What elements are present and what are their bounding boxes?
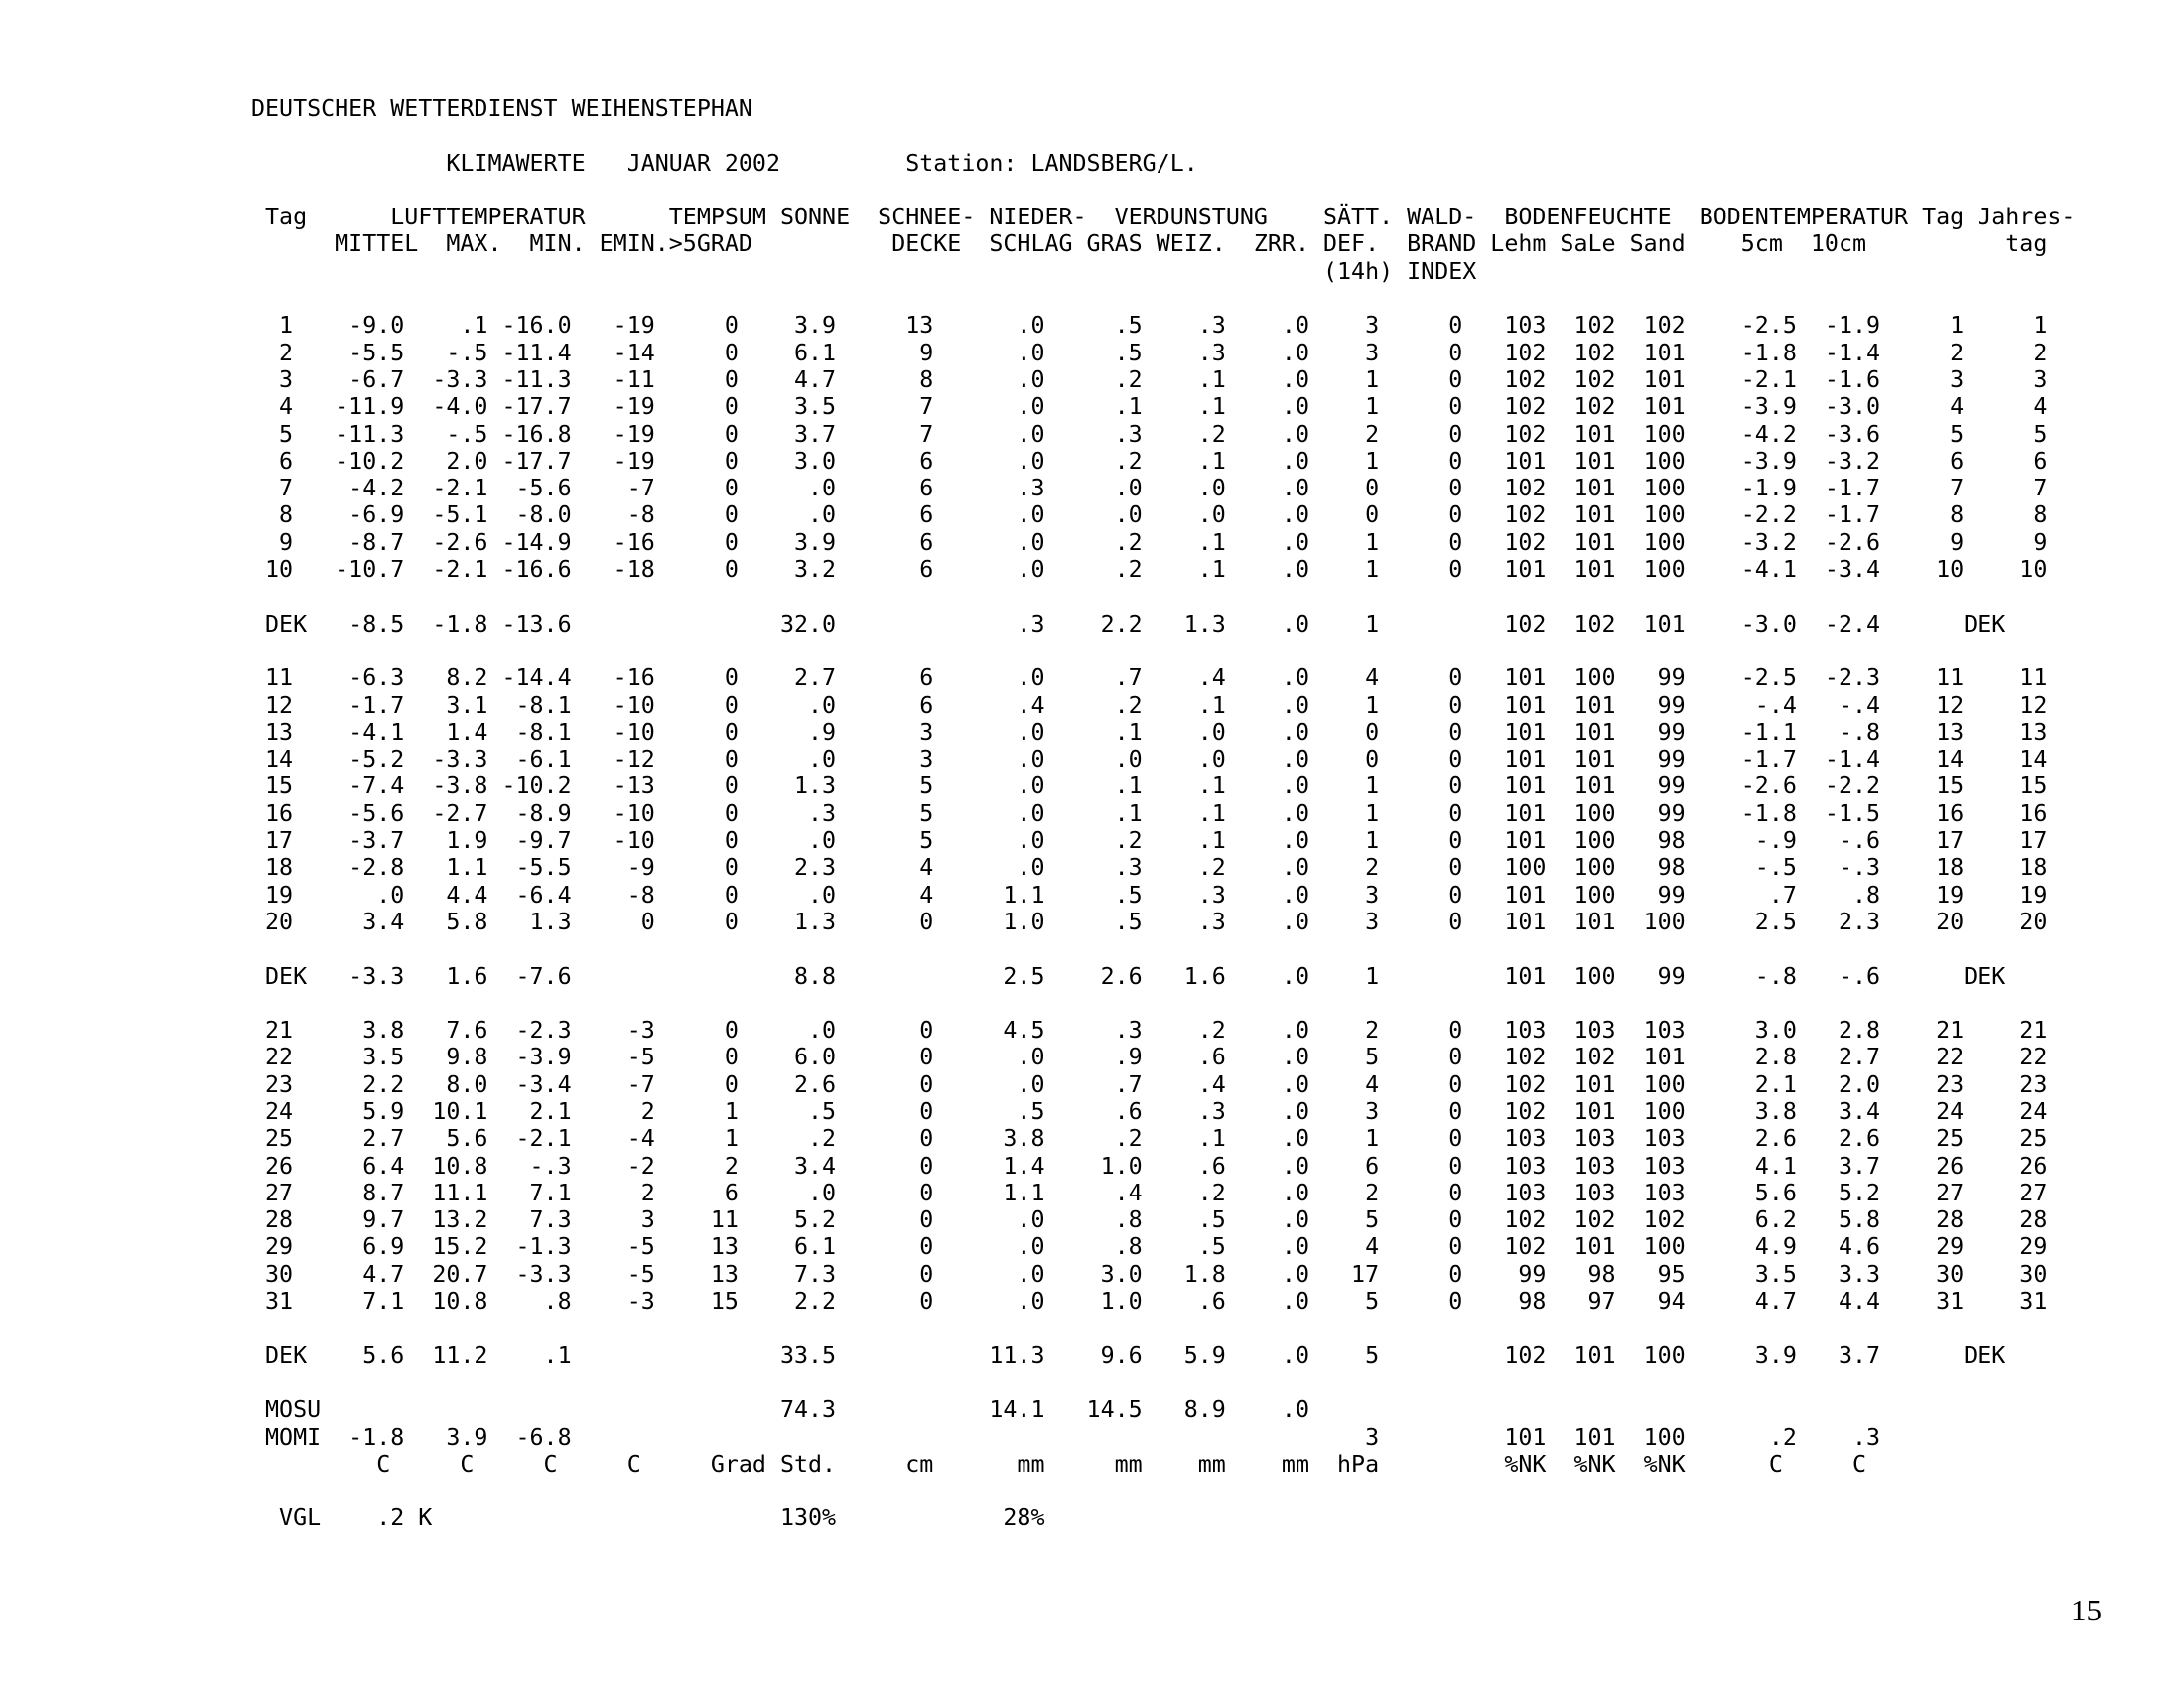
day-row-23: 23 2.2 8.0 -3.4 -7 0 2.6 0 .0 .7 .4 .0 4 0 102 101 100 2.1 2.0 23 23 xyxy=(251,1070,2076,1098)
day-row-10: 10 -10.7 -2.1 -16.6 -18 0 3.2 6 .0 .2 .1 .0 1 0 101 101 100 -4.1 -3.4 10 10 xyxy=(251,556,2076,584)
day-row-5: 5 -11.3 -.5 -16.8 -19 0 3.7 7 .0 .3 .2 .0 2 0 102 101 100 -4.2 -3.6 5 5 xyxy=(251,420,2076,448)
table-header-row-1: Tag LUFTTEMPERATUR TEMPSUM SONNE SCHNEE- NIEDER- VERDUNSTUNG SÄTT. WALD- BODENFEUCHTE BODENTEMPERATUR Tag Jahres- xyxy=(251,204,2076,231)
day-row-14: 14 -5.2 -3.3 -6.1 -12 0 .0 3 .0 .0 .0 .0 0 0 101 101 99 -1.7 -1.4 14 14 xyxy=(251,746,2076,774)
page-number: 15 xyxy=(2071,1593,2102,1627)
day-row-8: 8 -6.9 -5.1 -8.0 -8 0 .0 6 .0 .0 .0 .0 0 0 102 101 100 -2.2 -1.7 8 8 xyxy=(251,501,2076,529)
day-row-28: 28 9.7 13.2 7.3 3 11 5.2 0 .0 .8 .5 .0 5 0 102 102 102 6.2 5.8 28 28 xyxy=(251,1206,2076,1234)
day-row-22: 22 3.5 9.8 -3.9 -5 0 6.0 0 .0 .9 .6 .0 5 0 102 102 101 2.8 2.7 22 22 xyxy=(251,1044,2076,1071)
day-row-11: 11 -6.3 8.2 -14.4 -16 0 2.7 6 .0 .7 .4 .0 4 0 101 100 99 -2.5 -2.3 11 11 xyxy=(251,664,2076,692)
day-row-21: 21 3.8 7.6 -2.3 -3 0 .0 0 4.5 .3 .2 .0 2 0 103 103 103 3.0 2.8 21 21 xyxy=(251,1017,2076,1045)
day-row-17: 17 -3.7 1.9 -9.7 -10 0 .0 5 .0 .2 .1 .0 1 0 101 100 98 -.9 -.6 17 17 xyxy=(251,827,2076,855)
day-row-27: 27 8.7 11.1 7.1 2 6 .0 0 1.1 .4 .2 .0 2 0 103 103 103 5.6 5.2 27 27 xyxy=(251,1179,2076,1206)
day-row-15: 15 -7.4 -3.8 -10.2 -13 0 1.3 5 .0 .1 .1 .0 1 0 101 101 99 -2.6 -2.2 15 15 xyxy=(251,773,2076,800)
day-row-12: 12 -1.7 3.1 -8.1 -10 0 .0 6 .4 .2 .1 .0 1 0 101 101 99 -.4 -.4 12 12 xyxy=(251,691,2076,719)
dekade-summary-row: DEK -8.5 -1.8 -13.6 32.0 .3 2.2 1.3 .0 1 102 102 101 -3.0 -2.4 DEK xyxy=(251,610,2076,637)
day-row-18: 18 -2.8 1.1 -5.5 -9 0 2.3 4 .0 .3 .2 .0 2 0 100 100 98 -.5 -.3 18 18 xyxy=(251,854,2076,882)
report-title-line: KLIMAWERTE JANUAR 2002 Station: LANDSBERG/L. xyxy=(251,149,2076,177)
agency-line: DEUTSCHER WETTERDIENST WEIHENSTEPHAN xyxy=(251,95,2076,122)
day-row-16: 16 -5.6 -2.7 -8.9 -10 0 .3 5 .0 .1 .1 .0 1 0 101 100 99 -1.8 -1.5 16 16 xyxy=(251,799,2076,827)
day-row-29: 29 6.9 15.2 -1.3 -5 13 6.1 0 .0 .8 .5 .0 4 0 102 101 100 4.9 4.6 29 29 xyxy=(251,1233,2076,1261)
day-row-9: 9 -8.7 -2.6 -14.9 -16 0 3.9 6 .0 .2 .1 .0 1 0 102 101 100 -3.2 -2.6 9 9 xyxy=(251,528,2076,556)
dekade-summary-row: DEK -3.3 1.6 -7.6 8.8 2.5 2.6 1.6 .0 1 101 100 99 -.8 -.6 DEK xyxy=(251,962,2076,990)
units-row: C C C C Grad Std. cm mm mm mm mm hPa %NK %NK %NK C C xyxy=(251,1450,2076,1477)
day-row-13: 13 -4.1 1.4 -8.1 -10 0 .9 3 .0 .1 .0 .0 0 0 101 101 99 -1.1 -.8 13 13 xyxy=(251,718,2076,746)
month-mean-row: MOMI -1.8 3.9 -6.8 3 101 101 100 .2 .3 xyxy=(251,1423,2076,1451)
day-row-31: 31 7.1 10.8 .8 -3 15 2.2 0 .0 1.0 .6 .0 5 0 98 97 94 4.7 4.4 31 31 xyxy=(251,1288,2076,1316)
table-header-row-2: MITTEL MAX. MIN. EMIN.>5GRAD DECKE SCHLAG GRAS WEIZ. ZRR. DEF. BRAND Lehm SaLe Sand 5cm 10cm tag xyxy=(251,230,2076,258)
dekade-summary-row: DEK 5.6 11.2 .1 33.5 11.3 9.6 5.9 .0 5 102 101 100 3.9 3.7 DEK xyxy=(251,1341,2076,1369)
month-sum-row: MOSU 74.3 14.1 14.5 8.9 .0 xyxy=(251,1396,2076,1424)
day-row-26: 26 6.4 10.8 -.3 -2 2 3.4 0 1.4 1.0 .6 .0 6 0 103 103 103 4.1 3.7 26 26 xyxy=(251,1152,2076,1180)
day-row-2: 2 -5.5 -.5 -11.4 -14 0 6.1 9 .0 .5 .3 .0 3 0 102 102 101 -1.8 -1.4 2 2 xyxy=(251,339,2076,366)
klimawerte-data-sheet xyxy=(251,95,2075,1532)
day-row-19: 19 .0 4.4 -6.4 -8 0 .0 4 1.1 .5 .3 .0 3 0 101 100 99 .7 .8 19 19 xyxy=(251,881,2076,909)
day-row-20: 20 3.4 5.8 1.3 0 0 1.3 0 1.0 .5 .3 .0 3 0 101 101 100 2.5 2.3 20 20 xyxy=(251,908,2076,935)
day-row-1: 1 -9.0 .1 -16.0 -19 0 3.9 13 .0 .5 .3 .0 3 0 103 102 102 -2.5 -1.9 1 1 xyxy=(251,312,2076,340)
day-row-6: 6 -10.2 2.0 -17.7 -19 0 3.0 6 .0 .2 .1 .0 1 0 101 101 100 -3.9 -3.2 6 6 xyxy=(251,447,2076,475)
table-header-row-3: (14h) INDEX xyxy=(251,257,2076,285)
day-row-3: 3 -6.7 -3.3 -11.3 -11 0 4.7 8 .0 .2 .1 .0 1 0 102 102 101 -2.1 -1.6 3 3 xyxy=(251,365,2076,393)
day-row-4: 4 -11.9 -4.0 -17.7 -19 0 3.5 7 .0 .1 .1 .0 1 0 102 102 101 -3.9 -3.0 4 4 xyxy=(251,393,2076,421)
day-row-25: 25 2.7 5.6 -2.1 -4 1 .2 0 3.8 .2 .1 .0 1 0 103 103 103 2.6 2.6 25 25 xyxy=(251,1125,2076,1153)
day-row-24: 24 5.9 10.1 2.1 2 1 .5 0 .5 .6 .3 .0 3 0 102 101 100 3.8 3.4 24 24 xyxy=(251,1097,2076,1125)
day-row-7: 7 -4.2 -2.1 -5.6 -7 0 .0 6 .3 .0 .0 .0 0 0 102 101 100 -1.9 -1.7 7 7 xyxy=(251,475,2076,502)
vgl-row: VGL .2 K 130% 28% xyxy=(251,1504,2076,1532)
day-row-30: 30 4.7 20.7 -3.3 -5 13 7.3 0 .0 3.0 1.8 .0 17 0 99 98 95 3.5 3.3 30 30 xyxy=(251,1260,2076,1288)
